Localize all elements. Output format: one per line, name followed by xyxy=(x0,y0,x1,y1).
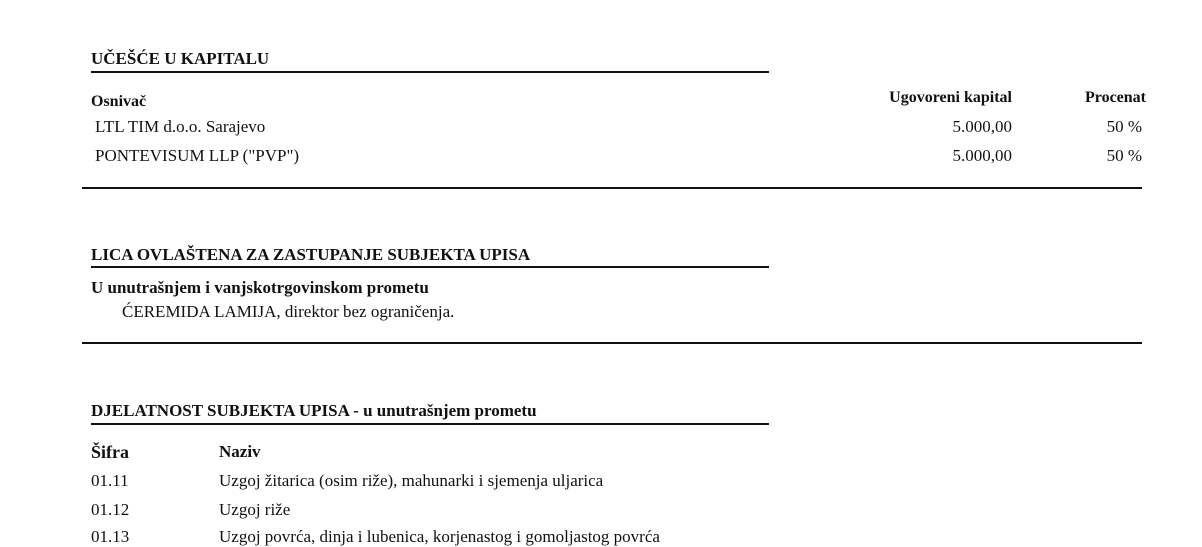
activity-name: Uzgoj žitarica (osim riže), mahunarki i sjemenja uljarica xyxy=(219,471,604,490)
col-percent-header: Procenat xyxy=(1084,89,1146,106)
representatives-heading: LICA OVLAŠTENA ZA ZASTUPANJE SUBJEKTA UPISA xyxy=(91,245,531,264)
founder-name: PONTEVISUM LLP ("PVP") xyxy=(95,146,300,165)
col-code-header: Šifra xyxy=(91,442,129,462)
col-capital-header: Ugovoreni kapital xyxy=(889,89,1012,106)
capital-section-divider xyxy=(82,187,1142,189)
founder-percent: 50 % xyxy=(1106,146,1142,165)
representatives-subheading: U unutrašnjem i vanjskotrgovinskom prometu xyxy=(91,278,429,297)
founder-name: LTL TIM d.o.o. Sarajevo xyxy=(95,117,266,136)
representative-person: ĆEREMIDA LAMIJA, direktor bez ograničenja. xyxy=(122,302,455,321)
activity-code: 01.12 xyxy=(91,500,130,519)
col-name-header: Naziv xyxy=(219,442,261,461)
representatives-heading-rule xyxy=(91,266,769,268)
activity-name: Uzgoj riže xyxy=(219,500,291,519)
activity-code: 01.13 xyxy=(91,527,130,546)
activity-heading-rule xyxy=(91,423,769,425)
activity-code: 01.11 xyxy=(91,471,129,490)
founder-capital: 5.000,00 xyxy=(952,146,1012,165)
activity-heading: DJELATNOST SUBJEKTA UPISA - u unutrašnjem prometu xyxy=(91,401,537,420)
founder-percent: 50 % xyxy=(1106,117,1142,136)
capital-heading: UČEŠĆE U KAPITALU xyxy=(91,49,270,68)
capital-heading-rule xyxy=(91,71,769,73)
founder-capital: 5.000,00 xyxy=(952,117,1012,136)
activity-name: Uzgoj povrća, dinja i lubenica, korjenastog i gomoljastog povrća xyxy=(219,527,660,546)
col-founder-header: Osnivač xyxy=(91,93,147,110)
representatives-section-divider xyxy=(82,342,1142,344)
